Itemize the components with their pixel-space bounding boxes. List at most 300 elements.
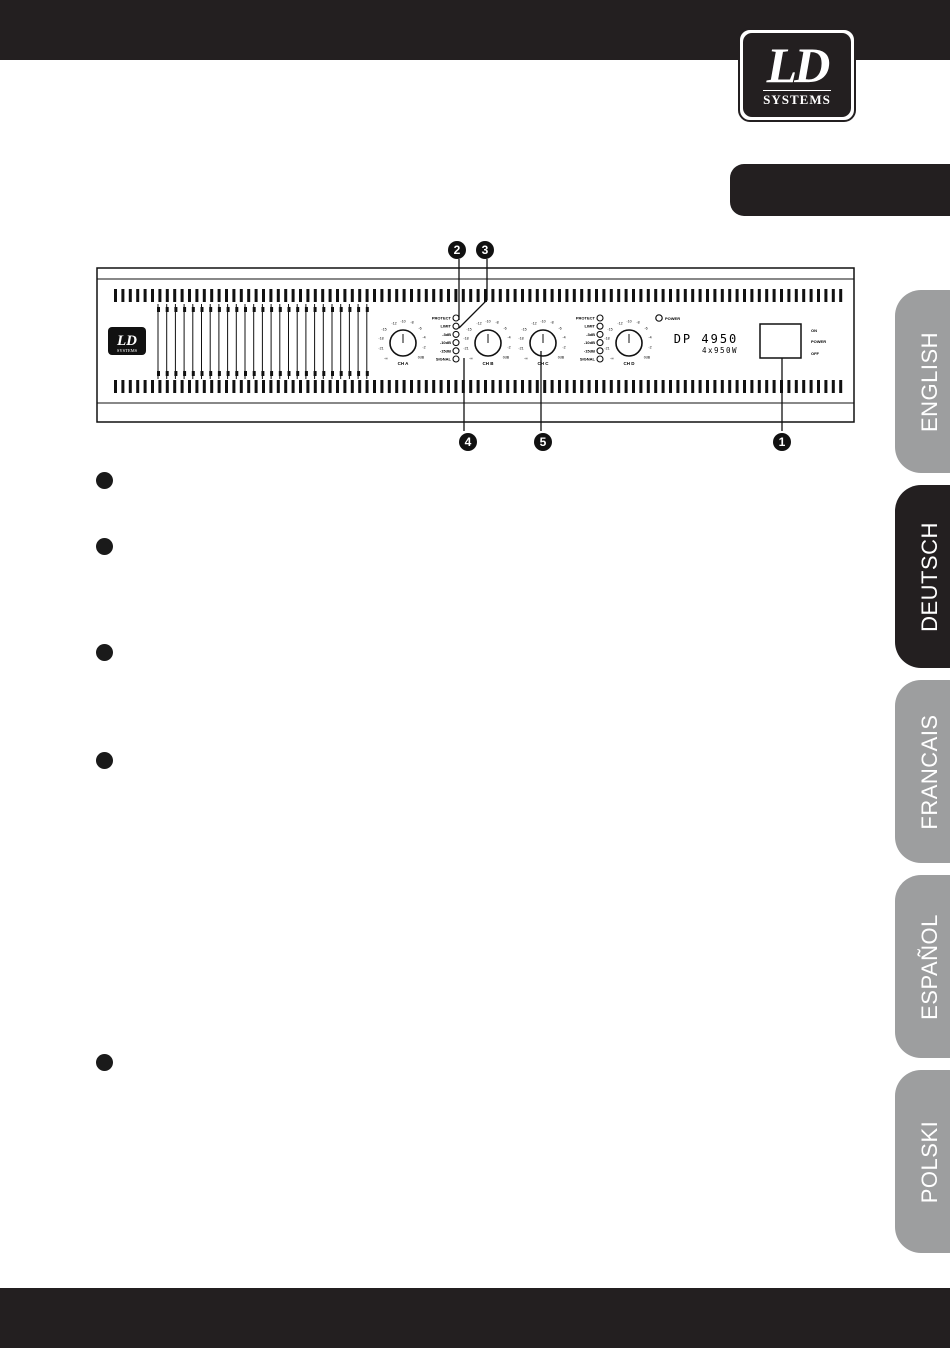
vent-slot: [336, 289, 339, 302]
vent-slot: [351, 289, 354, 302]
list-bullet: [96, 644, 113, 661]
vent-slot: [521, 289, 524, 302]
tab-deutsch[interactable]: [895, 485, 950, 668]
vent-slot: [225, 289, 228, 302]
vent-slot: [181, 380, 184, 393]
vent-slot: [765, 289, 768, 302]
vent-slot: [432, 289, 435, 302]
grille-notch: [357, 307, 360, 312]
led-label: -10dB: [583, 340, 595, 346]
vent-slot: [247, 380, 250, 393]
vent-slot: [417, 289, 420, 302]
vent-slot: [573, 380, 576, 393]
vent-slot: [314, 289, 317, 302]
vent-slot: [314, 380, 317, 393]
knob-scale-label: -15: [381, 327, 387, 332]
panel-ld-logo: [108, 327, 146, 355]
led-label: -10dB: [439, 340, 451, 346]
svg-text:1: 1: [778, 435, 786, 449]
grille-notch: [218, 307, 221, 312]
knob-scale-label: -10: [400, 319, 406, 324]
vent-slot: [639, 380, 642, 393]
vent-slot: [602, 289, 605, 302]
tab-polski[interactable]: [895, 1070, 950, 1253]
vent-slot: [380, 380, 383, 393]
vent-slot: [329, 380, 332, 393]
vent-slot: [647, 289, 650, 302]
vent-slot: [758, 380, 761, 393]
vent-slot: [403, 289, 406, 302]
model-name: DP 4950: [673, 332, 739, 346]
grille-notch: [322, 307, 325, 312]
vent-slot: [558, 380, 561, 393]
vent-slot: [795, 380, 798, 393]
vent-slot: [380, 289, 383, 302]
grille-notch: [244, 307, 247, 312]
vent-slot: [188, 380, 191, 393]
vent-slot: [121, 380, 124, 393]
power-led-label: POWER: [665, 316, 681, 321]
vent-slot: [247, 289, 250, 302]
vent-slot: [366, 289, 369, 302]
vent-slot: [447, 289, 450, 302]
led-label: -3dB: [586, 331, 595, 337]
knob-scale-label: -2: [562, 345, 566, 350]
vent-slot: [721, 380, 724, 393]
grille-notch: [288, 307, 291, 312]
grille-notch: [261, 307, 264, 312]
vent-slot: [358, 289, 361, 302]
channel-label: CH B: [482, 361, 494, 366]
switch-on-label: ON: [811, 328, 817, 333]
led-indicator: [597, 348, 603, 354]
callout-5: [534, 433, 552, 451]
vent-slot: [366, 380, 369, 393]
vent-slot: [454, 289, 457, 302]
vent-slot: [617, 380, 620, 393]
grille-notch: [331, 307, 334, 312]
knob-scale-label: -2: [507, 345, 511, 350]
tab-english[interactable]: [895, 290, 950, 473]
vent-slot: [484, 380, 487, 393]
vent-slot: [721, 289, 724, 302]
svg-text:5: 5: [539, 435, 547, 449]
vent-slot: [277, 380, 280, 393]
grille-notch: [314, 307, 317, 312]
led-indicator: [597, 356, 603, 362]
vent-slot: [255, 289, 258, 302]
vent-slot: [580, 380, 583, 393]
grille-notch: [322, 371, 325, 376]
knob-scale-label: -18: [463, 336, 469, 341]
knob-scale-label: -8: [636, 320, 640, 325]
vent-slot: [166, 380, 169, 393]
knob-scale-label: -18: [378, 336, 384, 341]
vent-slot: [839, 289, 842, 302]
vent-slot: [662, 289, 665, 302]
vent-slot: [195, 380, 198, 393]
vent-slot: [676, 289, 679, 302]
vent-slot: [617, 289, 620, 302]
vent-slot: [773, 289, 776, 302]
grille-notch: [296, 307, 299, 312]
grille-notch: [157, 371, 160, 376]
vent-slot: [647, 380, 650, 393]
vent-slot: [521, 380, 524, 393]
knob-scale-label: -4: [562, 335, 566, 340]
vent-slot: [750, 289, 753, 302]
knob-scale-label: -10: [540, 319, 546, 324]
grille-notch: [331, 371, 334, 376]
vent-slot: [580, 289, 583, 302]
power-rating: 4x950W: [701, 346, 739, 355]
knob-scale-label: -15: [607, 327, 613, 332]
vent-slot: [144, 380, 147, 393]
grille-notch: [253, 307, 256, 312]
vent-slot: [765, 380, 768, 393]
knob-scale-label: -4: [422, 335, 426, 340]
vent-slot: [373, 289, 376, 302]
vent-slot: [306, 289, 309, 302]
logo-ld-text: LD: [766, 37, 828, 93]
led-label: SIGNAL: [579, 356, 595, 362]
vent-slot: [787, 380, 790, 393]
knob-scale-label: -8: [410, 320, 414, 325]
grille-notch: [235, 307, 238, 312]
vent-slot: [410, 380, 413, 393]
vent-slot: [691, 289, 694, 302]
vent-slot: [758, 289, 761, 302]
tab-deutsch-label: DEUTSCH: [917, 521, 942, 632]
grille-notch: [218, 371, 221, 376]
vent-slot: [232, 289, 235, 302]
grille-notch: [348, 371, 351, 376]
vent-slot: [824, 289, 827, 302]
knob-scale-label: -12: [391, 321, 397, 326]
vent-slot: [676, 380, 679, 393]
knob-scale-label: -18: [518, 336, 524, 341]
knob-scale-label: -21: [463, 346, 469, 351]
grille-notch: [366, 371, 369, 376]
vent-slot: [824, 380, 827, 393]
knob-scale-label: 0dB: [557, 355, 565, 360]
grille-notch: [366, 307, 369, 312]
vent-slot: [373, 380, 376, 393]
vent-slot: [425, 380, 428, 393]
led-indicator: [453, 340, 459, 346]
vent-slot: [181, 289, 184, 302]
list-bullet: [96, 472, 113, 489]
callout-3: [476, 241, 494, 259]
led-label: LIMIT: [440, 323, 451, 329]
switch-power-label: POWER: [811, 339, 827, 344]
vent-slot: [188, 289, 191, 302]
panel-logo-ld: LD: [117, 333, 137, 349]
knob-scale-label: -15: [521, 327, 527, 332]
vent-slot: [832, 289, 835, 302]
vent-slot: [292, 380, 295, 393]
vent-slot: [728, 380, 731, 393]
grille-notch: [348, 307, 351, 312]
vent-slot: [240, 380, 243, 393]
led-label: PROTECT: [575, 315, 595, 321]
grille-notch: [227, 307, 230, 312]
grille-notch: [305, 371, 308, 376]
grille-notch: [183, 371, 186, 376]
grille-notch: [270, 371, 273, 376]
grille-notch: [305, 307, 308, 312]
led-indicator: [597, 315, 603, 321]
vent-slot: [299, 380, 302, 393]
vent-slot: [713, 289, 716, 302]
vent-slot: [551, 289, 554, 302]
grille-notch: [174, 371, 177, 376]
vent-slot: [299, 289, 302, 302]
vent-slot: [218, 380, 221, 393]
vent-slot: [595, 289, 598, 302]
vent-slot: [403, 380, 406, 393]
vent-slot: [810, 380, 813, 393]
vent-slot: [447, 380, 450, 393]
led-indicator: [453, 323, 459, 329]
knob-scale-label: 0dB: [417, 355, 425, 360]
callout-1: [773, 433, 791, 451]
vent-slot: [336, 380, 339, 393]
vent-slot: [543, 289, 546, 302]
led-label: LIMIT: [584, 323, 595, 329]
ld-systems-logo: [738, 28, 856, 122]
knob-scale-label: -12: [617, 321, 623, 326]
vent-slot: [802, 380, 805, 393]
vent-slot: [277, 289, 280, 302]
knob-scale-label: -10: [485, 319, 491, 324]
vent-slot: [506, 380, 509, 393]
tab-francais[interactable]: [895, 680, 950, 863]
tab-polski-label: POLSKI: [917, 1120, 942, 1203]
vent-slot: [817, 289, 820, 302]
switch-off-label: OFF: [811, 351, 819, 356]
vent-slot: [210, 289, 213, 302]
vent-slot: [551, 380, 554, 393]
knob-scale-label: -12: [531, 321, 537, 326]
vent-slot: [706, 380, 709, 393]
vent-slot: [499, 289, 502, 302]
vent-slot: [425, 289, 428, 302]
vent-slot: [654, 380, 657, 393]
vent-slot: [343, 380, 346, 393]
grille-notch: [314, 371, 317, 376]
vent-slot: [136, 380, 139, 393]
grille-notch: [209, 307, 212, 312]
vent-slot: [528, 289, 531, 302]
knob-scale-label: -6: [644, 326, 648, 331]
grille-notch: [244, 371, 247, 376]
grille-notch: [296, 371, 299, 376]
led-indicator: [597, 323, 603, 329]
vent-slot: [343, 289, 346, 302]
callout-4: [459, 433, 477, 451]
vent-slot: [491, 289, 494, 302]
vent-slot: [706, 289, 709, 302]
vent-slot: [588, 289, 591, 302]
vent-slot: [573, 289, 576, 302]
vent-slot: [210, 380, 213, 393]
vent-slot: [306, 380, 309, 393]
power-led: [656, 315, 662, 321]
vent-slot: [780, 289, 783, 302]
vent-slot: [773, 380, 776, 393]
vent-slot: [469, 380, 472, 393]
knob-scale-label: -6: [418, 326, 422, 331]
led-label: -3dB: [442, 331, 451, 337]
vent-slot: [321, 289, 324, 302]
vent-slot: [810, 289, 813, 302]
vent-slot: [477, 380, 480, 393]
vent-slot: [736, 289, 739, 302]
knob-scale-label: -2: [422, 345, 426, 350]
svg-text:4: 4: [464, 435, 472, 449]
grille-notch: [279, 307, 282, 312]
grille-notch: [253, 371, 256, 376]
vent-slot: [151, 289, 154, 302]
vent-slot: [699, 380, 702, 393]
vent-slot: [602, 380, 605, 393]
grille-notch: [183, 307, 186, 312]
grille-notch: [357, 371, 360, 376]
vent-slot: [114, 289, 117, 302]
knob-scale-label: -∞: [469, 356, 473, 361]
vent-slot: [684, 380, 687, 393]
vent-slot: [136, 289, 139, 302]
vent-slot: [129, 289, 132, 302]
tab-english-label: ENGLISH: [917, 331, 942, 432]
vent-slot: [166, 289, 169, 302]
vent-slot: [506, 289, 509, 302]
vent-slot: [240, 289, 243, 302]
knob-scale-label: -10: [626, 319, 632, 324]
vent-slot: [610, 380, 613, 393]
grille-notch: [166, 371, 169, 376]
vent-slot: [218, 289, 221, 302]
panel-logo-systems: SYSTEMS: [116, 348, 138, 353]
vent-slot: [440, 380, 443, 393]
grille-notch: [192, 371, 195, 376]
grille-notch: [340, 307, 343, 312]
vent-slot: [158, 289, 161, 302]
vent-slot: [395, 380, 398, 393]
vent-slot: [543, 380, 546, 393]
vent-slot: [491, 380, 494, 393]
led-label: SIGNAL: [435, 356, 451, 362]
vent-slot: [514, 380, 517, 393]
power-switch[interactable]: [760, 324, 801, 358]
vent-slot: [388, 289, 391, 302]
vent-slot: [632, 380, 635, 393]
knob-scale-label: -8: [495, 320, 499, 325]
vent-slot: [743, 380, 746, 393]
vent-slot: [565, 289, 568, 302]
knob-scale-label: -4: [507, 335, 511, 340]
vent-slot: [654, 289, 657, 302]
knob-scale-label: -21: [518, 346, 524, 351]
knob-scale-label: -18: [604, 336, 610, 341]
channel-label: CH C: [537, 361, 549, 366]
vent-slot: [536, 289, 539, 302]
vent-slot: [750, 380, 753, 393]
grille-notch: [157, 307, 160, 312]
knob-scale-label: -8: [550, 320, 554, 325]
vent-slot: [528, 380, 531, 393]
vent-slot: [514, 289, 517, 302]
vent-slot: [284, 289, 287, 302]
vent-slot: [410, 289, 413, 302]
vent-slot: [743, 289, 746, 302]
callout-2: [448, 241, 466, 259]
vent-slot: [565, 380, 568, 393]
knob-scale-label: -6: [503, 326, 507, 331]
vent-slot: [269, 380, 272, 393]
vent-slot: [684, 289, 687, 302]
vent-slot: [203, 289, 206, 302]
grille-notch: [174, 307, 177, 312]
grille-notch: [227, 371, 230, 376]
vent-slot: [292, 289, 295, 302]
list-bullet: [96, 538, 113, 555]
tab-espanol[interactable]: [895, 875, 950, 1058]
svg-text:2: 2: [453, 243, 461, 257]
logo-systems-text: SYSTEMS: [763, 92, 831, 107]
vent-slot: [499, 380, 502, 393]
vent-slot: [639, 289, 642, 302]
vent-slot: [121, 289, 124, 302]
vent-slot: [802, 289, 805, 302]
vent-slot: [232, 380, 235, 393]
vent-slot: [625, 289, 628, 302]
vent-slot: [284, 380, 287, 393]
led-indicator: [597, 340, 603, 346]
vent-slot: [699, 289, 702, 302]
vent-slot: [262, 289, 265, 302]
vent-slot: [203, 380, 206, 393]
vent-slot: [662, 380, 665, 393]
vent-slot: [358, 380, 361, 393]
vent-slot: [144, 289, 147, 302]
grille-notch: [261, 371, 264, 376]
led-indicator: [453, 315, 459, 321]
vent-slot: [477, 289, 480, 302]
vent-slot: [158, 380, 161, 393]
vent-slot: [129, 380, 132, 393]
vent-slot: [736, 380, 739, 393]
svg-text:3: 3: [481, 243, 489, 257]
grille-notch: [288, 371, 291, 376]
grille-notch: [166, 307, 169, 312]
vent-slot: [195, 289, 198, 302]
vent-slot: [795, 289, 798, 302]
led-indicator: [453, 348, 459, 354]
vent-slot: [255, 380, 258, 393]
led-label: -15dB: [439, 348, 451, 354]
vent-slot: [432, 380, 435, 393]
led-label: -15dB: [583, 348, 595, 354]
vent-slot: [787, 289, 790, 302]
grille-notch: [235, 371, 238, 376]
knob-scale-label: -2: [648, 345, 652, 350]
vent-slot: [669, 289, 672, 302]
vent-slot: [225, 380, 228, 393]
vent-slot: [588, 380, 591, 393]
vent-slot: [728, 289, 731, 302]
